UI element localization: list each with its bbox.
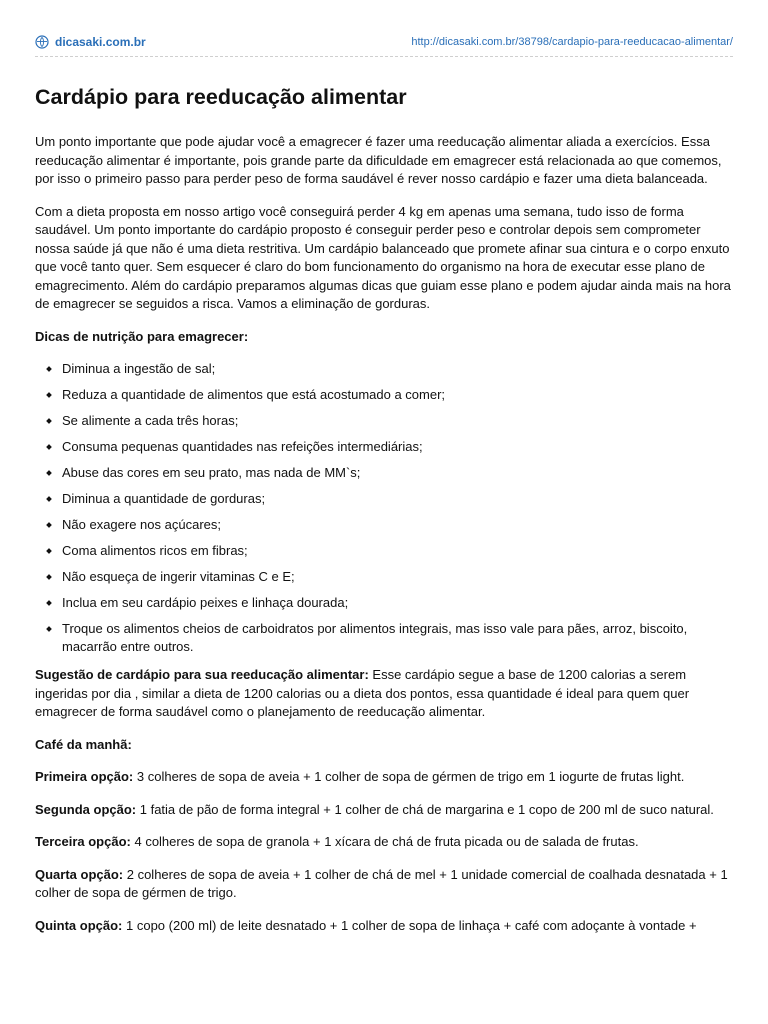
- option-text: 2 colheres de sopa de aveia + 1 colher de chá de mel + 1 unidade comercial de coalhada desnatada + 1 colher de sopa de gérmen de trigo.: [35, 866, 728, 900]
- site-name-link[interactable]: dicasaki.com.br: [55, 35, 146, 49]
- bullet-icon: [46, 574, 52, 580]
- tips-list: [35, 360, 733, 656]
- tip-item: [35, 620, 733, 656]
- globe-icon: [35, 35, 49, 49]
- breakfast-option: [35, 768, 733, 787]
- tip-item: [35, 490, 733, 508]
- option-label: Primeira opção:: [35, 769, 134, 784]
- tip-text: Troque os alimentos cheios de carboidratos por alimentos integrais, mas isso vale para pães, arroz, biscoito, macarrão entre outros.: [62, 621, 688, 654]
- tip-text: Não esqueça de ingerir vitaminas C e E;: [62, 569, 295, 584]
- option-text: 3 colheres de sopa de aveia + 1 colher de sopa de gérmen de trigo em 1 iogurte de frutas light.: [133, 769, 685, 784]
- bullet-icon: [46, 496, 52, 502]
- bullet-icon: [46, 470, 52, 476]
- tip-text: Reduza a quantidade de alimentos que está acostumado a comer;: [62, 387, 446, 402]
- article-title: Cardápio para reeducação alimentar: [35, 85, 407, 109]
- tip-text: Não exagere nos açúcares;: [62, 517, 221, 532]
- page-url-link[interactable]: http://dicasaki.com.br/38798/cardapio-para-reeducacao-alimentar/: [411, 36, 733, 48]
- suggestion-paragraph: [35, 666, 733, 722]
- bullet-icon: [46, 444, 52, 450]
- tip-text: Diminua a ingestão de sal;: [62, 361, 216, 376]
- tip-item: [35, 386, 733, 404]
- tip-text: Inclua em seu cardápio peixes e linhaça dourada;: [62, 595, 349, 610]
- option-label: Segunda opção:: [35, 801, 137, 817]
- suggestion-label: Sugestão de cardápio para sua reeducação alimentar:: [35, 667, 369, 682]
- tip-item: [35, 464, 733, 482]
- page-header: [35, 34, 733, 57]
- tip-item: [35, 568, 733, 586]
- breakfast-option: [35, 833, 733, 852]
- option-label: Terceira opção:: [35, 834, 131, 849]
- bullet-icon: [46, 366, 52, 372]
- option-label: Quinta opção:: [35, 917, 123, 933]
- tip-text: Coma alimentos ricos em fibras;: [62, 543, 248, 558]
- bullet-icon: [46, 522, 52, 528]
- bullet-icon: [46, 548, 52, 554]
- bullet-icon: [46, 418, 52, 424]
- intro-paragraph-2: Com a dieta proposta em nosso artigo você conseguirá perder 4 kg em apenas uma semana, tudo isso de forma saudável. Um ponto importante do cardápio proposto é conseguir perder peso e controlar depois sem comprometer nossa saúde já que não é uma dieta restritiva. Um cardápio balanceado que promete afinar sua cintura e o corpo enxuto que você tanto quer. Sem esquecer é claro do bom funcionamento do organismo na hora de executar esse plano de emagrecimento. Além do cardápio preparamos algumas dicas que guiam esse plano e podem ajudar ainda mais na hora de emagrecer se seguidos a risca. Vamos a eliminação de gorduras.: [35, 203, 731, 311]
- tip-item: [35, 438, 733, 456]
- bullet-icon: [46, 626, 52, 632]
- intro-paragraph-1: Um ponto importante que pode ajudar você a emagrecer é fazer uma reeducação alimentar aliada a exercícios. Essa reeducação alimentar é importante, pois grande parte da dificuldade em emagrecer está relacionada ao que comemos, por isso o primeiro passo para perder peso de forma saudável é rever nosso cardápio e fazer uma dieta balanceada.: [35, 134, 722, 186]
- tip-text: Consuma pequenas quantidades nas refeições intermediárias;: [62, 439, 423, 454]
- bullet-icon: [46, 600, 52, 606]
- tip-item: [35, 516, 733, 534]
- breakfast-option: [35, 801, 733, 820]
- breakfast-heading: Café da manhã:: [35, 736, 132, 752]
- tip-text: Diminua a quantidade de gorduras;: [62, 491, 266, 506]
- tip-item: [35, 594, 733, 612]
- option-text: 4 colheres de sopa de granola + 1 xícara de chá de fruta picada ou de salada de frutas.: [130, 834, 639, 849]
- breakfast-option: [35, 917, 733, 936]
- suggestion-text: Esse cardápio segue a base de 1200 calorias a serem ingeridas por dia , similar a dieta de 1200 calorias ou a dieta dos pontos, essa quantidade é ideal para quem quer emagrecer de forma saudável como o planejamento de reeducação alimentar.: [35, 667, 690, 719]
- article: [35, 85, 733, 949]
- bullet-icon: [46, 392, 52, 398]
- option-text: 1 copo (200 ml) de leite desnatado + 1 colher de sopa de linhaça + café com adoçante à vontade +: [122, 917, 697, 933]
- tip-item: [35, 412, 733, 430]
- option-label: Quarta opção:: [35, 866, 124, 882]
- tip-item: [35, 360, 733, 378]
- breakfast-option: [35, 866, 733, 903]
- tip-text: Abuse das cores em seu prato, mas nada de MM`s;: [62, 465, 361, 480]
- tip-text: Se alimente a cada três horas;: [62, 413, 239, 428]
- tips-heading: Dicas de nutrição para emagrecer:: [35, 328, 249, 344]
- tip-item: [35, 542, 733, 560]
- option-text: 1 fatia de pão de forma integral + 1 colher de chá de margarina e 1 copo de 200 ml de suco natural.: [136, 801, 714, 817]
